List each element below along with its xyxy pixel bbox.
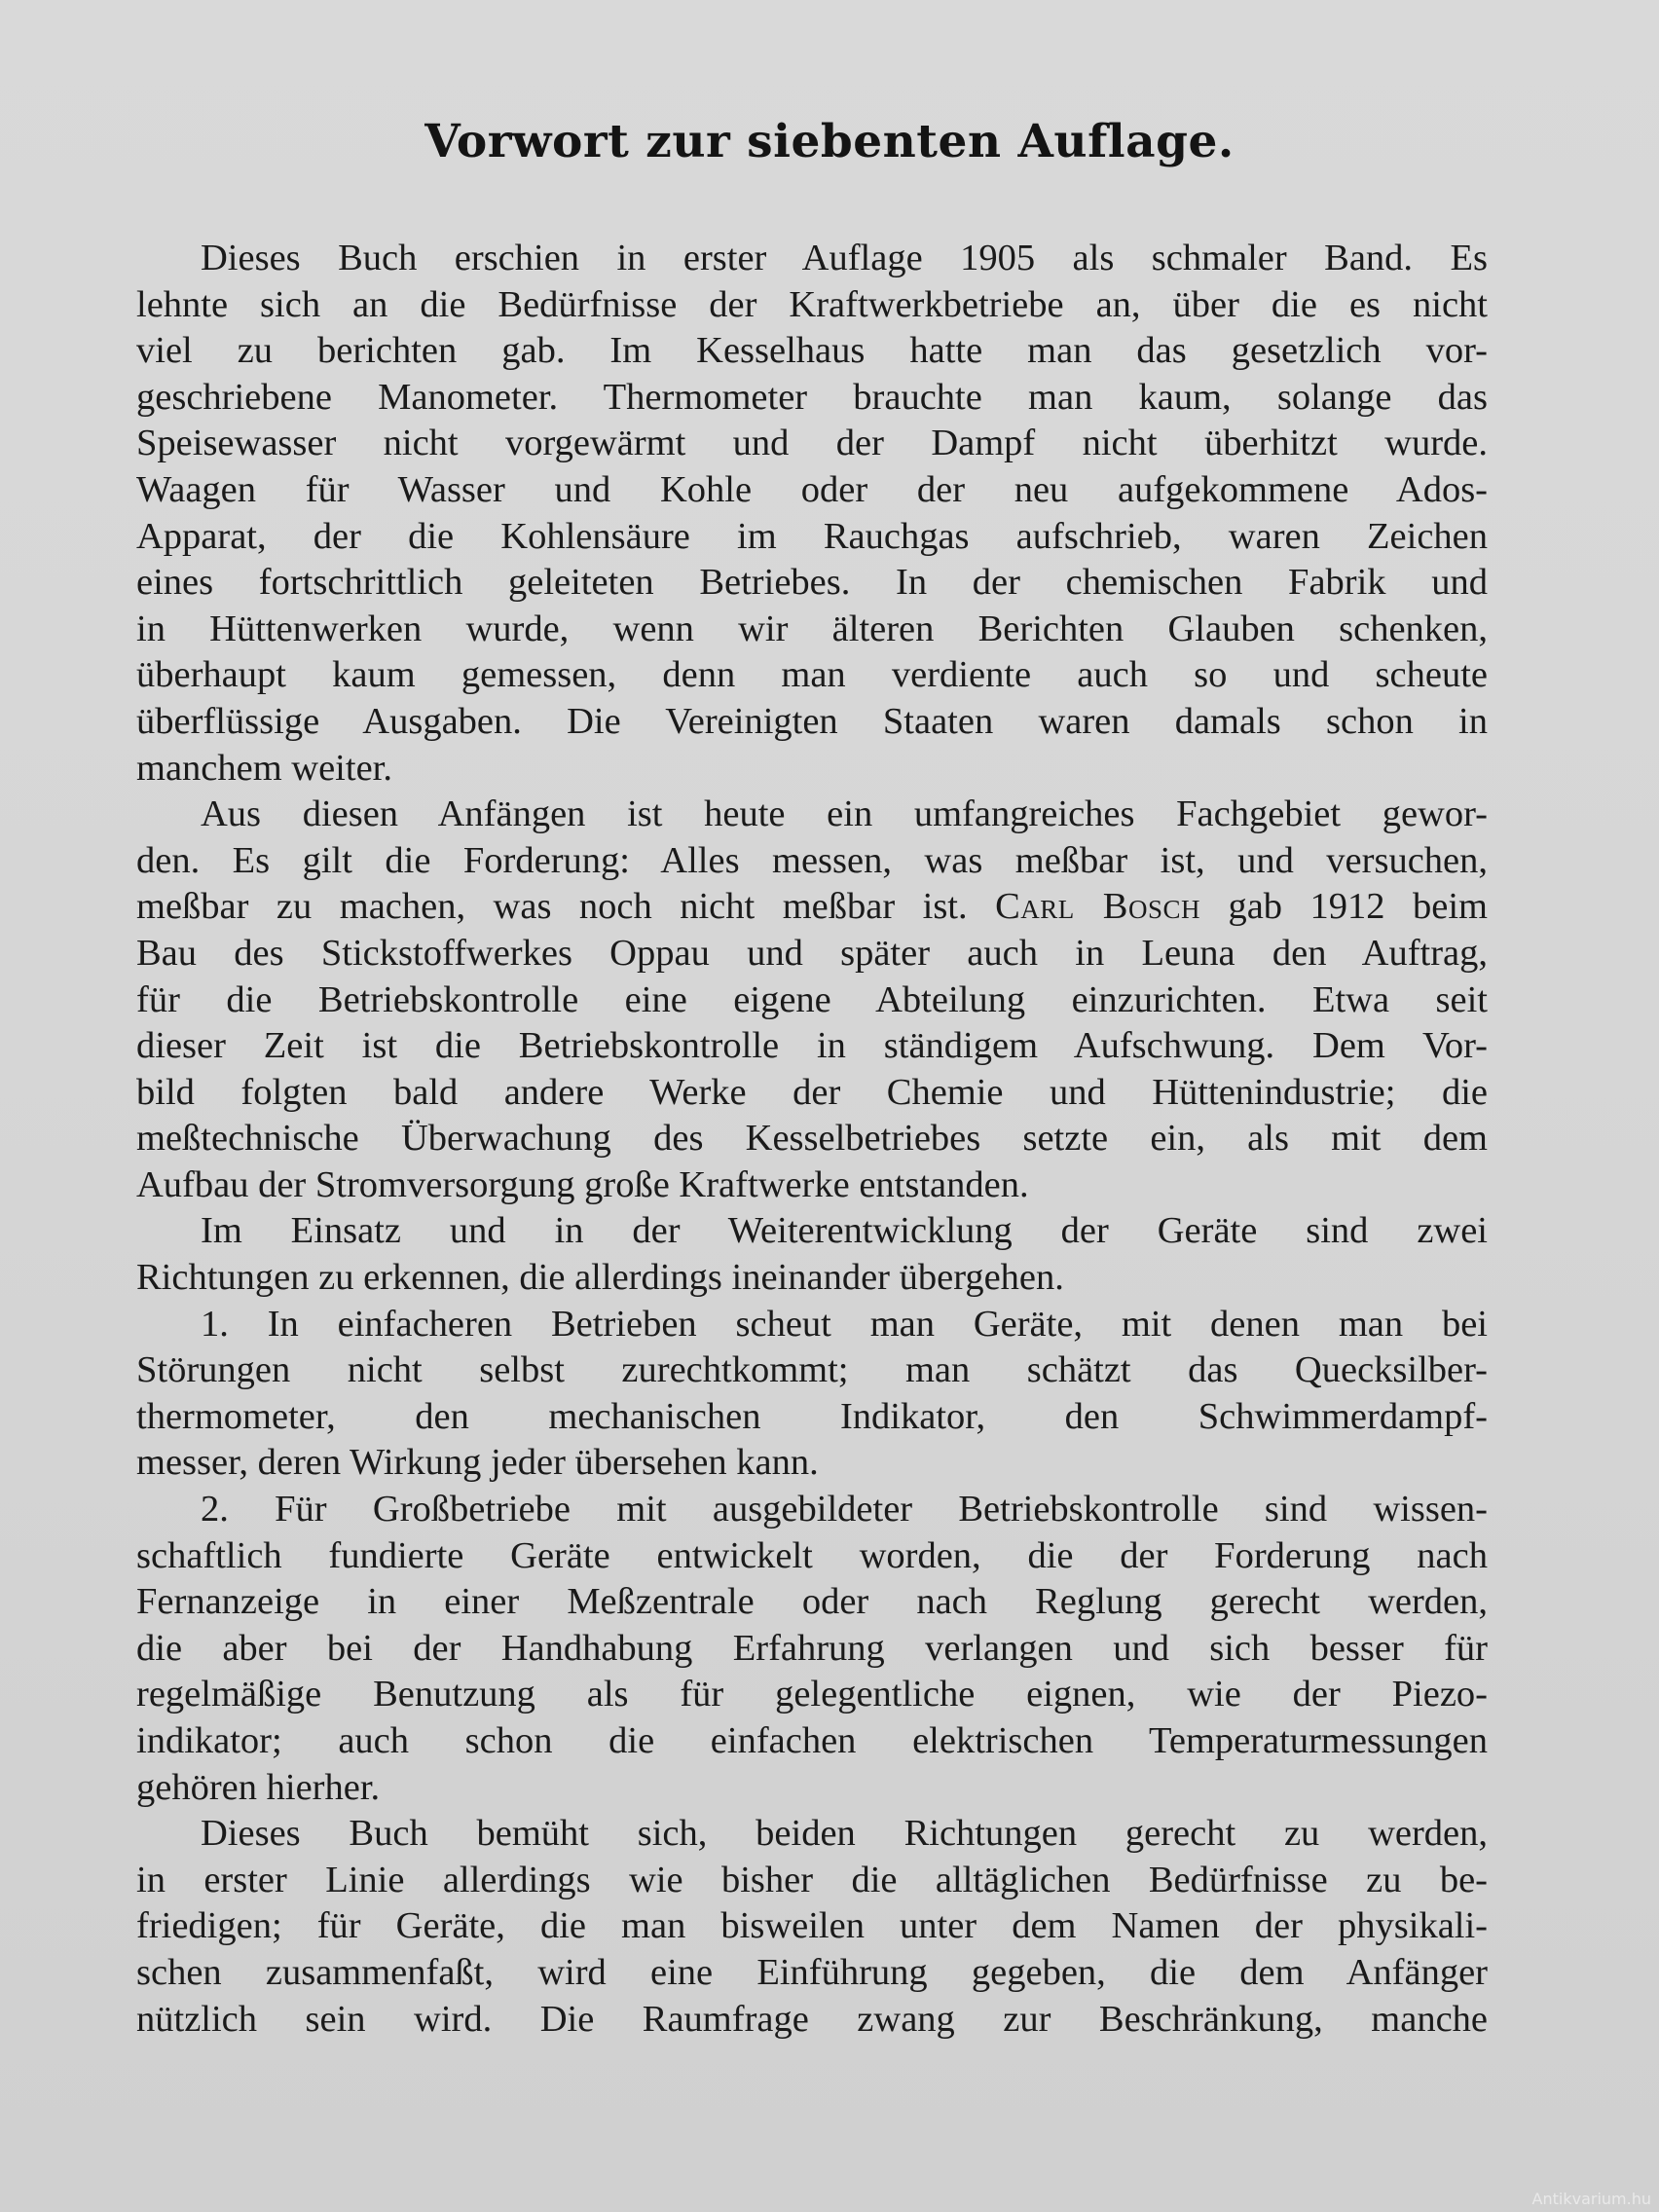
text-line: viel zu berichten gab. Im Kesselhaus hatte man das gesetzlich vor- [136, 330, 1488, 372]
text-line: Aufbau der Stromversorgung große Kraftwerke entstanden. [136, 1163, 1029, 1205]
text-line: Apparat, der die Kohlensäure im Rauchgas aufschrieb, waren Zeichen [136, 515, 1488, 557]
text-line: Richtungen zu erkennen, die allerdings ineinander übergehen. [136, 1257, 1064, 1299]
text-line: Dieses Buch bemüht sich, beiden Richtungen gerecht zu werden, [201, 1813, 1488, 1855]
text-line: Speisewasser nicht vorgewärmt und der Dampf nicht überhitzt wurde. [136, 423, 1488, 464]
text-line: 2. Für Großbetriebe mit ausgebildeter Betriebskontrolle sind wissen- [201, 1489, 1488, 1530]
text-line: Im Einsatz und in der Weiterentwicklung der Geräte sind zwei [201, 1210, 1488, 1252]
text-line: lehnte sich an die Bedürfnisse der Kraftwerkbetriebe an, über die es nicht [136, 283, 1488, 325]
text-line: eines fortschrittlich geleiteten Betriebes. In der chemischen Fabrik und [136, 562, 1488, 604]
text-line: Dieses Buch erschien in erster Auflage 1905 als schmaler Band. Es [201, 238, 1488, 278]
text-line: dieser Zeit ist die Betriebskontrolle in ständigem Aufschwung. Dem Vor- [136, 1025, 1488, 1067]
text-line: thermometer, den mechanischen Indikator, den Schwimmerdampf- [136, 1395, 1488, 1437]
text-line: Störungen nicht selbst zurechtkommt; man schätzt das Quecksilber- [136, 1349, 1488, 1391]
text-line: nützlich sein wird. Die Raumfrage zwang zur Beschränkung, manche [136, 1998, 1488, 2040]
text-line: den. Es gilt die Forderung: Alles messen, was meßbar ist, und versuchen, [136, 839, 1488, 881]
text-line: friedigen; für Geräte, die man bisweilen unter dem Namen der physikali- [136, 1905, 1488, 1947]
text-line: schen zusammenfaßt, wird eine Einführung gegeben, die dem Anfänger [136, 1951, 1488, 1993]
text-line: indikator; auch schon die einfachen elektrischen Temperaturmessungen [136, 1720, 1488, 1761]
text-line: meßtechnische Überwachung des Kesselbetriebes setzte ein, als mit dem [136, 1118, 1488, 1160]
text-line: regelmäßige Benutzung als für gelegentliche eignen, wie der Piezo- [136, 1674, 1488, 1715]
text-line: Aus diesen Anfängen ist heute ein umfangreiches Fachgebiet gewor- [201, 793, 1488, 835]
text-line: bild folgten bald andere Werke der Chemie und Hüttenindustrie; die [136, 1071, 1488, 1113]
text-line: gehören hierher. [136, 1766, 381, 1808]
text-line: überhaupt kaum gemessen, denn man verdiente auch so und scheute [136, 654, 1488, 696]
text-line: 1. In einfacheren Betrieben scheut man Geräte, mit denen man bei [201, 1303, 1488, 1345]
body-text [136, 236, 1488, 2043]
text-segment: meßbar zu machen, was noch nicht meßbar ist. [136, 886, 968, 928]
text-line: für die Betriebskontrolle eine eigene Abteilung einzurichten. Etwa seit [136, 978, 1488, 1020]
text-line: Waagen für Wasser und Kohle oder der neu aufgekommene Ados- [136, 468, 1488, 510]
person-name-carl-bosch: Carl Bosch [995, 886, 1200, 928]
page-title: Vorwort zur siebenten Auflage. [424, 115, 1235, 168]
text-segment: gab 1912 beim [1228, 886, 1488, 928]
text-line: in Hüttenwerken wurde, wenn wir älteren Berichten Glauben schenken, [136, 608, 1488, 649]
text-line: geschriebene Manometer. Thermometer brauchte man kaum, solange das [136, 376, 1488, 418]
text-line: schaftlich fundierte Geräte entwickelt worden, die der Forderung nach [136, 1534, 1488, 1576]
text-line: in erster Linie allerdings wie bisher die alltäglichen Bedürfnisse zu be- [136, 1859, 1488, 1900]
text-line: Bau des Stickstoffwerkes Oppau und später auch in Leuna den Auftrag, [136, 932, 1488, 974]
text-line: manchem weiter. [136, 747, 392, 789]
text-line: messer, deren Wirkung jeder übersehen kann. [136, 1442, 819, 1484]
watermark-text: Antikvarium.hu [1531, 2190, 1651, 2208]
text-line: überflüssige Ausgaben. Die Vereinigten Staaten waren damals schon in [136, 700, 1488, 742]
text-line: die aber bei der Handhabung Erfahrung verlangen und sich besser für [136, 1627, 1488, 1669]
text-line-with-name [136, 884, 1488, 931]
text-line: Fernanzeige in einer Meßzentrale oder nach Reglung gerecht werden, [136, 1581, 1488, 1623]
